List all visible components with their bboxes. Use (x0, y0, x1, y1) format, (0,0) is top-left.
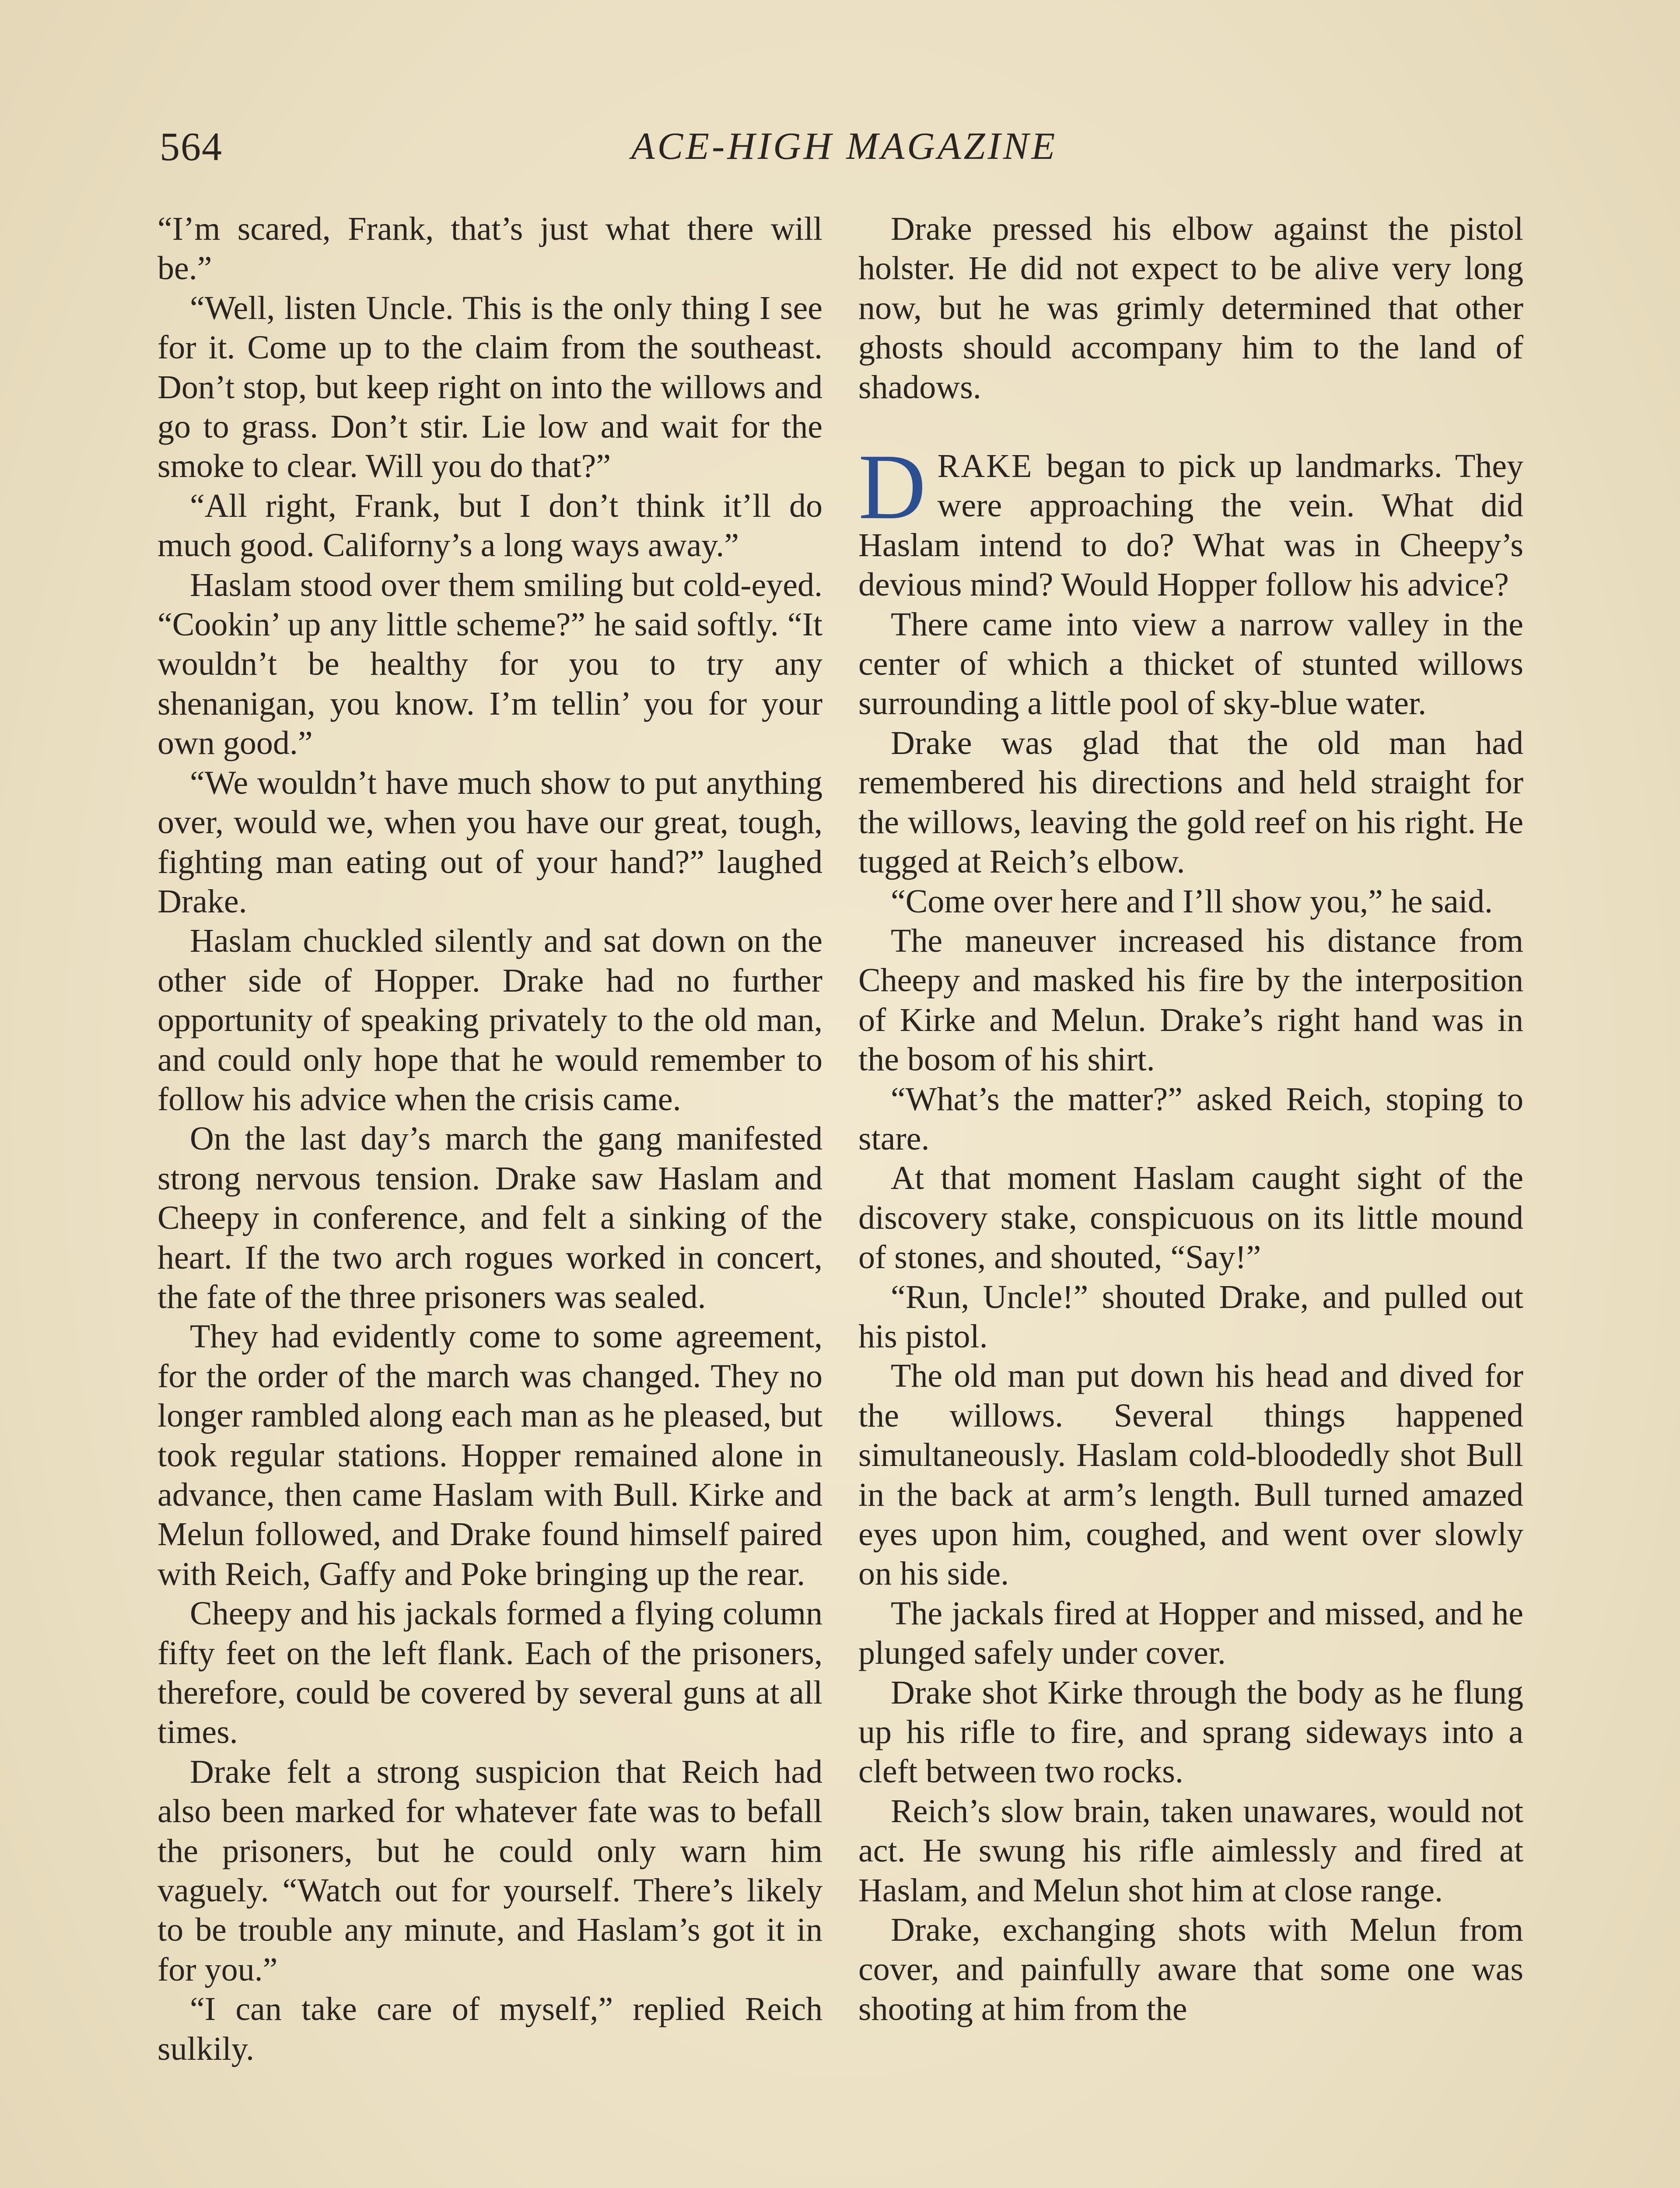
section-opening-paragraph (858, 435, 1523, 605)
paragraph: “I’m scared, Frank, that’s just what there will be.” (158, 210, 822, 287)
paragraph: Drake shot Kirke through the body as he flung up his rifle to fire, and sprang sideways into a cleft between two rocks. (858, 1674, 1523, 1790)
section-opening-text: began to pick up landmarks. They were approaching the vein. What did Haslam intend to do? What was in Cheepy’s devious mind? Would Hopper follow his advice? (858, 448, 1523, 603)
paragraph: Cheepy and his jackals formed a flying column fifty feet on the left flank. Each of the prisoners, therefore, could be covered by several guns at all times. (158, 1595, 822, 1751)
page-number: 564 (160, 124, 223, 169)
paragraph: “I can take care of myself,” replied Reich sulkily. (158, 1991, 822, 2067)
paragraph: There came into view a narrow valley in the center of which a thicket of stunted willows surrounding a little pool of sky-blue water. (858, 606, 1523, 722)
paragraph: “We wouldn’t have much show to put anything over, would we, when you have our great, tough, fighting man eating out of your hand?” laughed Drake. (158, 764, 822, 920)
paragraph: Haslam chuckled silently and sat down on the other side of Hopper. Drake had no further opportunity of speaking privately to the old man, and could only hope that he would remember to follow his advice when the crisis came. (158, 922, 822, 1118)
paragraph: At that moment Haslam caught sight of the discovery stake, conspicuous on its little mound of stones, and shouted, “Say!” (858, 1160, 1523, 1276)
small-caps-word: RAKE (937, 448, 1033, 485)
paragraph: “All right, Frank, but I don’t think it’ll do much good. Californy’s a long ways away.” (158, 487, 822, 564)
paragraph: Reich’s slow brain, taken unawares, would not act. He swung his rifle aimlessly and fired at Haslam, and Melun shot him at close range. (858, 1792, 1523, 1909)
paragraph: “What’s the matter?” asked Reich, stoping to stare. (858, 1080, 1523, 1157)
page-header (160, 118, 1529, 175)
paragraph: Drake was glad that the old man had remembered his directions and held straight for the willows, leaving the gold reef on his right. He tugged at Reich’s elbow. (858, 724, 1523, 880)
paragraph: Drake, exchanging shots with Melun from cover, and painfully aware that some one was shooting at him from the (858, 1911, 1523, 2027)
right-column (858, 209, 1523, 2029)
paragraph: Haslam stood over them smiling but cold-eyed. “Cookin’ up any little scheme?” he said softly. “It wouldn’t be healthy for you to try any shenanigan, you know. I’m tellin’ you for your own good.” (158, 566, 822, 762)
paragraph: The maneuver increased his distance from Cheepy and masked his fire by the interposition of Kirke and Melun. Drake’s right hand was in the bosom of his shirt. (858, 922, 1523, 1078)
running-title: ACE-HIGH MAGAZINE (631, 125, 1058, 168)
paragraph: “Run, Uncle!” shouted Drake, and pulled out his pistol. (858, 1278, 1523, 1355)
paragraph: “Well, listen Uncle. This is the only thing I see for it. Come up to the claim from the southeast. Don’t stop, but keep right on into the willows and go to grass. Don’t stir. Lie low and wait for the smoke to clear. Will you do that?” (158, 289, 822, 485)
paragraph: Drake felt a strong suspicion that Reich had also been marked for whatever fate was to befall the prisoners, but he could only warn him vaguely. “Watch out for yourself. There’s likely to be trouble any minute, and Haslam’s got it in for you.” (158, 1753, 822, 1988)
paragraph: “Come over here and I’ll show you,” he said. (891, 883, 1493, 920)
paragraph: On the last day’s march the gang manifested strong nervous tension. Drake saw Haslam and Cheepy in conference, and felt a sinking of the heart. If the two arch rogues worked in concert, the fate of the three prisoners was sealed. (158, 1120, 822, 1315)
drop-cap: D (858, 435, 926, 539)
paragraph: They had evidently come to some agreement, for the order of the march was changed. They no longer rambled along each man as he pleased, but took regular stations. Hopper remained alone in advance, then came Haslam with Bull. Kirke and Melun followed, and Drake found himself paired with Reich, Gaffy and Poke bringing up the rear. (158, 1318, 822, 1592)
left-column (158, 209, 822, 2069)
paragraph: The old man put down his head and dived for the willows. Several things happened simultaneously. Haslam cold-bloodedly shot Bull in the back at arm’s length. Bull turned amazed eyes upon him, coughed, and went over slowly on his side. (858, 1357, 1523, 1592)
paragraph: Drake pressed his elbow against the pistol holster. He did not expect to be alive very long now, but he was grimly determined that other ghosts should accompany him to the land of shadows. (858, 210, 1523, 406)
paragraph: The jackals fired at Hopper and missed, and he plunged safely under cover. (858, 1595, 1523, 1672)
